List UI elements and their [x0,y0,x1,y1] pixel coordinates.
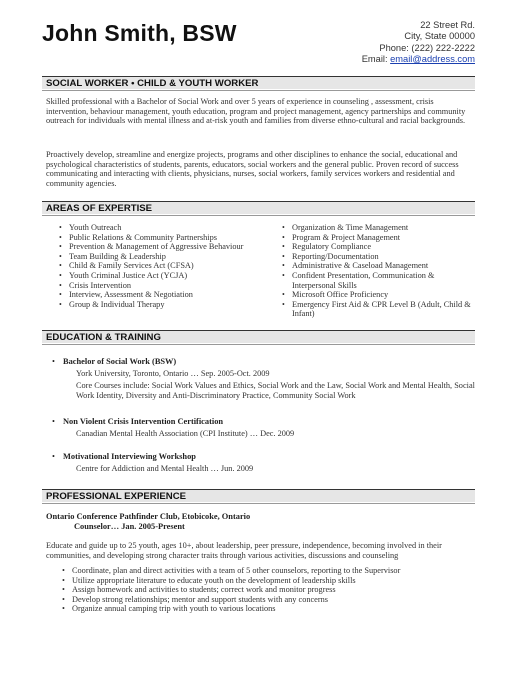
candidate-name: John Smith, BSW [42,20,237,46]
list-item: • Coordinate, plan and direct activities with a team of 5 other counselors, reporting to the Supervisor [62,566,401,575]
list-item: • Crisis Intervention [59,280,131,290]
education-entry-title: Non Violent Crisis Intervention Certification [63,417,224,426]
education-entry-detail: Centre for Addiction and Mental Health … Jun. 2009 [76,464,254,473]
contact-block [362,20,475,66]
section-header-experience: PROFESSIONAL EXPERIENCE [42,489,475,502]
list-item: • Youth Outreach [59,223,122,232]
bullet-dot: • [52,417,55,426]
phone-number: Phone: (222) 222-2222 [379,42,475,53]
list-item: • Utilize appropriate literature to educate youth on the development of leadership skills [62,575,356,585]
list-item: • Group & Individual Therapy [59,299,165,309]
list-item: • Youth Criminal Justice Act (YCJA) [59,270,188,280]
expertise-list-left [55,223,260,309]
list-item: • Prevention & Management of Aggressive Behaviour [59,242,244,252]
education-entry-detail: York University, Toronto, Ontario … Sep. 2005-Oct. 2009 [76,369,270,378]
section-header-education: EDUCATION & TRAINING [42,330,475,343]
summary-paragraph-2: Proactively develop, streamline and energize projects, programs and other disciplines to enhance the social, educational and psychological characteristics of students, parents, educators, social workers and the general public. Proven record of success communicating and interacting with clients, physicians, nurses, social workers, family services workers and residential and community agencies. [46,150,459,188]
list-item: • Program & Project Management [282,232,401,242]
list-item: • Child & Family Services Act (CFSA) [59,261,194,271]
education-entry-detail: Canadian Mental Health Association (CPI Institute) … Dec. 2009 [76,429,295,438]
email-label: Email: [361,54,391,65]
job-bullet-list [62,566,472,614]
list-item: • Assign homework and activities to students; correct work and monitor progress [62,585,336,595]
education-entry-title: Bachelor of Social Work (BSW) [63,357,177,366]
section-header-headline: SOCIAL WORKER • CHILD & YOUTH WORKER [42,76,475,89]
list-item: • Microsoft Office Proficiency [282,290,389,300]
list-item: • Public Relations & Community Partnerships [59,232,217,242]
list-item: • Organization & Time Management [282,223,409,232]
list-item: • Organize annual camping trip with youth to various locations [62,604,276,614]
job-role: Counselor… Jan. 2005-Present [74,522,185,531]
education-entry-title: Motivational Interviewing Workshop [63,452,196,461]
list-item: • Confident Presentation, Communication & Interpersonal Skills [282,270,435,290]
education-entry-courses: Core Courses include: Social Work Values and Ethics, Social Work and the Law, Social Work and Mental Health, Social Work Identity, Diversity and Anti-Discriminatory Practice, Community Social Work [76,381,475,400]
address-line-2: City, State 00000 [404,31,475,42]
list-item: • Administrative & Caseload Management [282,261,429,271]
email-row [362,54,475,65]
job-summary: Educate and guide up to 25 youth, ages 10+, about leadership, peer pressure, independence, becoming involved in their communities, and developing strong character traits through various activities, discussions and counseling [46,541,442,560]
expertise-list-right [278,223,474,319]
address-line-1: 22 Street Rd. [420,20,475,30]
list-item: • Develop strong relationships; mentor and support students with any concerns [62,594,329,604]
list-item: • Team Building & Leadership [59,251,166,261]
bullet-dot: • [52,452,55,461]
bullet-dot: • [52,357,55,366]
list-item: • Reporting/Documentation [282,251,379,261]
list-item: • Interview, Assessment & Negotiation [59,290,193,300]
summary-paragraph-1: Skilled professional with a Bachelor of Social Work and over 5 years of experience in counseling , assessment, crisis intervention, behaviour management, youth education, program and project management, agency partnerships and community outreach for individuals with mental illness and at-risk youth and families from diverse ethno-cultural and racial backgrounds. [46,97,466,126]
section-header-expertise: AREAS OF EXPERTISE [42,201,475,214]
employer-name: Ontario Conference Pathfinder Club, Etobicoke, Ontario [46,512,251,521]
list-item: • Regulatory Compliance [282,242,372,252]
list-item: • Emergency First Aid & CPR Level B (Adult, Child & Infant) [282,299,471,319]
email-link[interactable]: email@address.com [390,54,475,65]
